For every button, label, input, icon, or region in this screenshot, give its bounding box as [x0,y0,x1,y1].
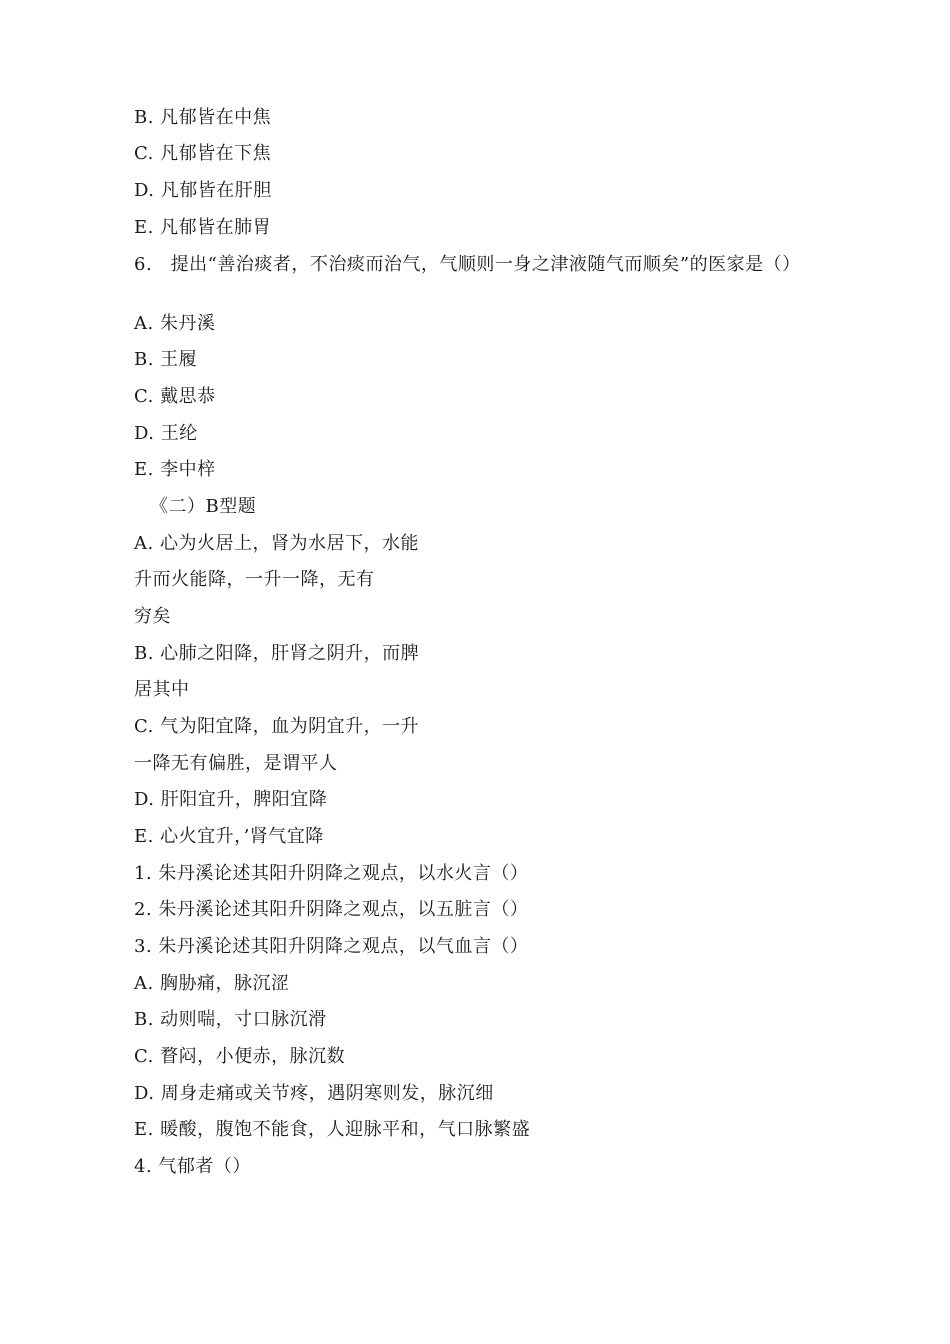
continuation-line: 居其中 [134,679,190,700]
section-heading: 《二）B型题 [150,496,257,517]
option-d-line: D. 凡郁皆在肝胆 [134,180,272,201]
option-e-line: E. 李中梓 [134,459,216,480]
option-e-line: E. 暖酸，腹饱不能食，人迎脉平和，气口脉繁盛 [134,1119,531,1140]
option-d-line: D. 周身走痛或关节疼，遇阴寒则发，脉沉细 [134,1083,494,1104]
option-e-line: E. 凡郁皆在肺胃 [134,217,272,238]
option-c-line: C. 气为阳宜降，血为阴宜升，一升 [134,716,420,737]
option-c-line: C. 瞀闷，小便赤，脉沉数 [134,1046,346,1067]
option-a-line: A. 朱丹溪 [134,313,216,334]
option-b-line: B. 凡郁皆在中焦 [134,107,272,128]
continuation-line: 一降无有偏胜，是谓平人 [134,753,338,774]
question-6: 6. 提出“善治痰者，不治痰而治气，气顺则一身之津液随气而顺矣”的医家是（） [134,254,801,275]
option-a-line: A. 胸胁痛，脉沉涩 [134,973,290,994]
option-b-line: B. 心肺之阳降，肝肾之阴升，而脾 [134,643,420,664]
option-a-line: A. 心为火居上，肾为水居下，水能 [134,533,419,554]
option-c-line: C. 戴思恭 [134,386,216,407]
option-c-line: C. 凡郁皆在下焦 [134,143,272,164]
option-e-line: E. 心火宜升，’肾气宜降 [134,826,324,847]
option-b-line: B. 动则喘，寸口脉沉滑 [134,1009,327,1030]
continuation-line: 升而火能降，一升一降，无有 [134,569,375,590]
option-d-line: D. 肝阳宜升，脾阳宜降 [134,789,328,810]
question-3: 3. 朱丹溪论述其阳升阴降之观点，以气血言（） [134,936,529,957]
option-b-line: B. 王履 [134,349,198,370]
continuation-line: 穷矣 [134,606,171,627]
question-2: 2. 朱丹溪论述其阳升阴降之观点，以五脏言（） [134,899,529,920]
question-4: 4. 气郁者（） [134,1156,251,1177]
option-d-line: D. 王纶 [134,423,198,444]
question-1: 1. 朱丹溪论述其阳升阴降之观点，以水火言（） [134,863,529,884]
